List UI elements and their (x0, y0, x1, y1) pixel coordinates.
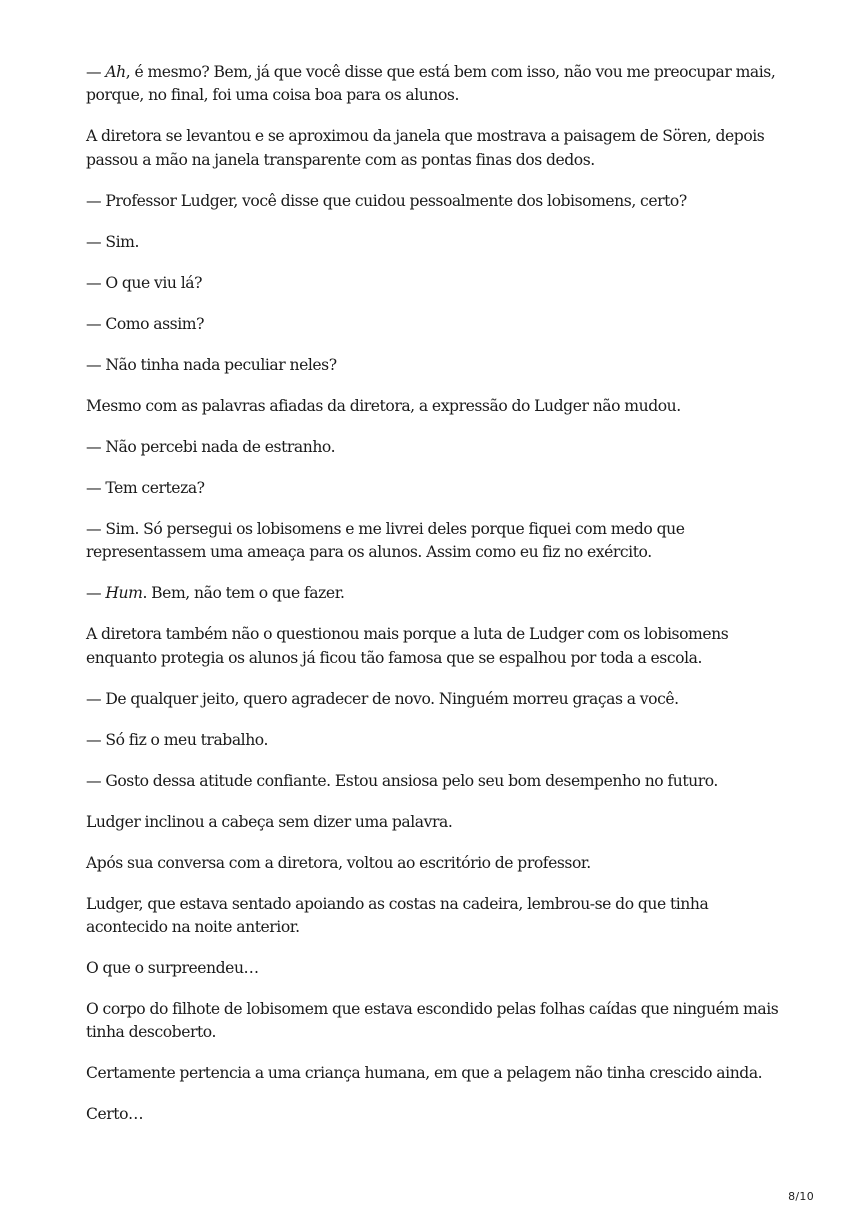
paragraph-6: — Como assim? (86, 314, 204, 333)
paragraph-21: O corpo do filhote de lobisomem que estava escondido pelas folhas caídas que ninguém mais tinha descoberto. (86, 1000, 779, 1042)
paragraph-8: Mesmo com as palavras afiadas da diretora, a expressão do Ludger não mudou. (86, 396, 681, 415)
paragraph-9: — Não percebi nada de estranho. (86, 437, 336, 456)
paragraph-23: Certo… (86, 1105, 144, 1124)
paragraph-10: — Tem certeza? (86, 478, 205, 497)
paragraph-16: — Gosto dessa atitude confiante. Estou ansiosa pelo seu bom desempenho no futuro. (86, 771, 718, 790)
paragraph-3: — Professor Ludger, você disse que cuidou pessoalmente dos lobisomens, certo? (86, 191, 687, 210)
paragraph-11: — Sim. Só persegui os lobisomens e me livrei deles porque fiquei com medo que representassem uma ameaça para os alunos. Assim como eu fiz no exército. (86, 519, 685, 562)
paragraph-7: — Não tinha nada peculiar neles? (86, 355, 337, 374)
page-number: 8/10 (788, 1190, 814, 1203)
paragraph-18: Após sua conversa com a diretora, voltou ao escritório de professor. (86, 853, 591, 872)
paragraph-13: A diretora também não o questionou mais porque a luta de Ludger com os lobisomens enquanto protegia os alunos já ficou tão famosa que se espalhou por toda a escola. (86, 625, 729, 667)
paragraph-4: — Sim. (86, 232, 139, 251)
paragraph-1: — Ah, é mesmo? Bem, já que você disse que está bem com isso, não vou me preocupar mais, porque, no final, foi uma coisa boa para os alunos. (86, 63, 776, 105)
paragraph-14: — De qualquer jeito, quero agradecer de novo. Ninguém morreu graças a você. (86, 689, 679, 708)
paragraph-19: Ludger, que estava sentado apoiando as costas na cadeira, lembrou-se do que tinha acontecido na noite anterior. (86, 894, 709, 937)
paragraph-5: — O que viu lá? (86, 273, 202, 292)
paragraph-17: Ludger inclinou a cabeça sem dizer uma palavra. (86, 812, 453, 831)
paragraph-2: A diretora se levantou e se aproximou da janela que mostrava a paisagem de Sören, depois passou a mão na janela transparente com as pontas finas dos dedos. (86, 127, 765, 169)
paragraph-22: Certamente pertencia a uma criança humana, em que a pelagem não tinha crescido ainda. (86, 1064, 763, 1083)
paragraph-15: — Só fiz o meu trabalho. (86, 730, 268, 749)
document-page (86, 61, 786, 1144)
paragraph-20: O que o surpreendeu… (86, 959, 259, 978)
paragraph-12: — Hum. Bem, não tem o que fazer. (86, 584, 345, 603)
